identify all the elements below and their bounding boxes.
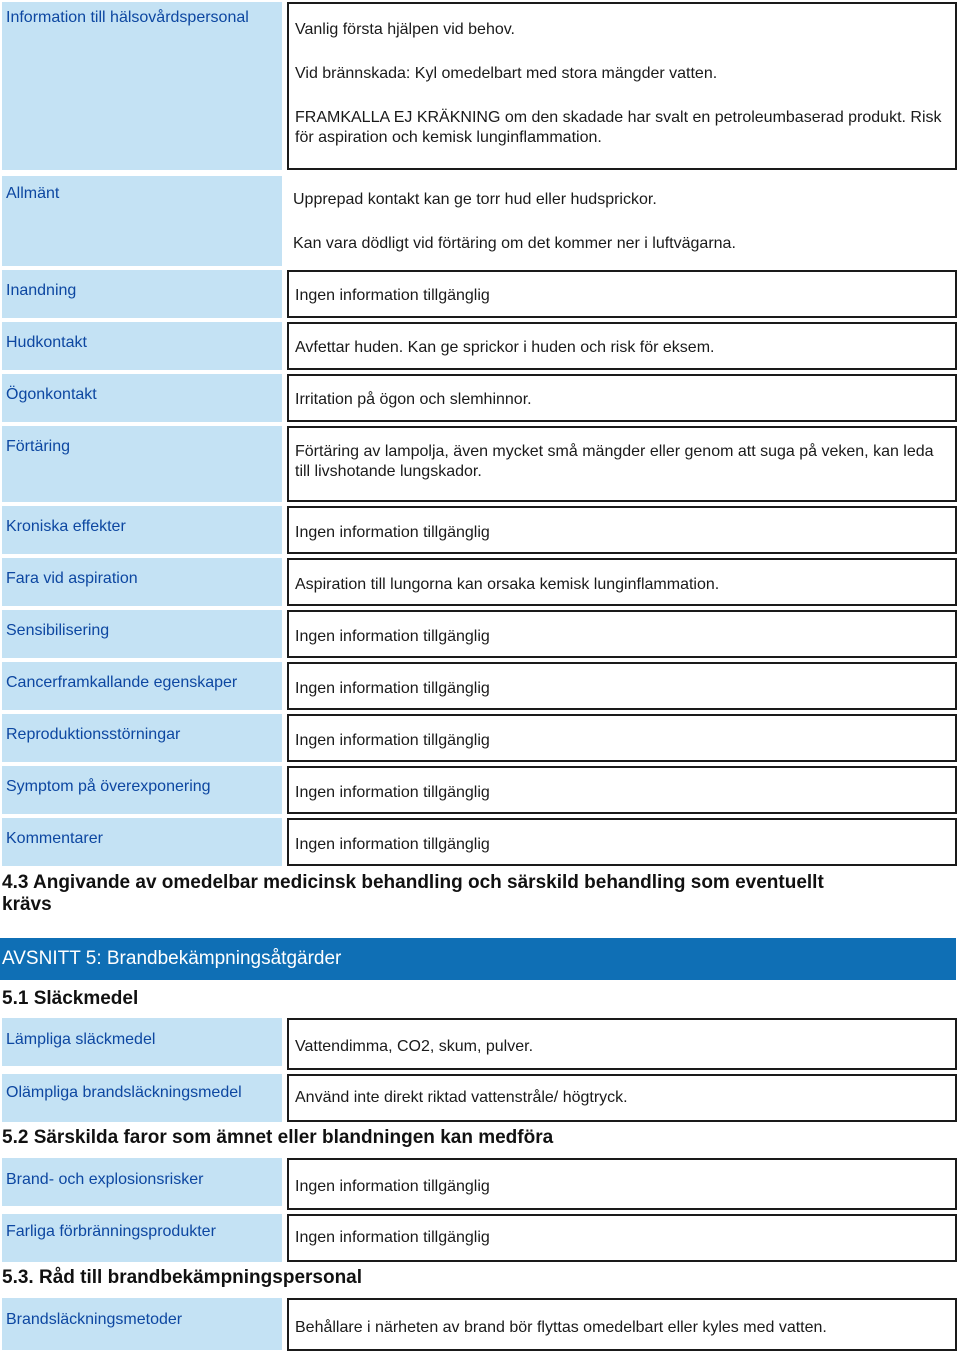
row-label-suitable-extinguishing: Lämpliga släckmedel	[2, 1018, 282, 1066]
row-label-inhalation: Inandning	[2, 270, 282, 318]
heading-5-1: 5.1 Släckmedel	[2, 988, 139, 1009]
row-label-symptoms: Symptom på överexponering	[2, 766, 282, 814]
value-line: Ingen information tillgänglig	[295, 1229, 490, 1246]
row-value-suitable-extinguishing	[287, 1018, 957, 1070]
value-line: Ingen information tillgänglig	[295, 732, 490, 749]
row-label-combustion-products: Farliga förbränningsprodukter	[2, 1214, 282, 1262]
value-line: Vid brännskada: Kyl omedelbart med stora mängder vatten.	[295, 65, 718, 82]
value-line: Ingen information tillgänglig	[295, 1178, 490, 1195]
value-line: Ingen information tillgänglig	[295, 784, 490, 801]
row-label-chronic: Kroniska effekter	[2, 506, 282, 554]
value-line: Upprepad kontakt kan ge torr hud eller hudsprickor.	[293, 191, 657, 208]
value-line: Ingen information tillgänglig	[295, 680, 490, 697]
value-line: Behållare i närheten av brand bör flyttas omedelbart eller kyles med vatten.	[295, 1319, 827, 1336]
row-label-carcinogenic: Cancerframkallande egenskaper	[2, 662, 282, 710]
row-label-health-info: Information till hälsovårdspersonal	[2, 2, 282, 170]
row-value-health-info	[287, 2, 957, 170]
row-label-fire-explosion: Brand- och explosionsrisker	[2, 1158, 282, 1206]
row-value-general	[287, 176, 957, 266]
row-value-chronic	[287, 506, 957, 554]
row-label-skin: Hudkontakt	[2, 322, 282, 370]
row-value-unsuitable-extinguishing	[287, 1074, 957, 1122]
row-label-ingestion: Förtäring	[2, 426, 282, 502]
value-line: Irritation på ögon och slemhinnor.	[295, 391, 532, 408]
row-value-reproductive	[287, 714, 957, 762]
row-label-aspiration: Fara vid aspiration	[2, 558, 282, 606]
value-line: Använd inte direkt riktad vattenstråle/ högtryck.	[295, 1089, 628, 1106]
heading-5-2: 5.2 Särskilda faror som ämnet eller blandningen kan medföra	[2, 1127, 554, 1148]
row-label-unsuitable-extinguishing: Olämpliga brandsläckningsmedel	[2, 1074, 282, 1122]
row-label-eye: Ögonkontakt	[2, 374, 282, 422]
value-line: Vattendimma, CO2, skum, pulver.	[295, 1038, 534, 1055]
heading-4-3: 4.3 Angivande av omedelbar medicinsk behandling och särskild behandling som eventuellt krävs	[2, 872, 824, 915]
value-line: Förtäring av lampolja, även mycket små mängder eller genom att suga på veken, kan leda till livshotande lungskador.	[295, 443, 934, 480]
row-value-skin	[287, 322, 957, 370]
row-value-sensitisation	[287, 610, 957, 658]
heading-5-3: 5.3. Råd till brandbekämpningspersonal	[2, 1267, 363, 1288]
value-line: FRAMKALLA EJ KRÄKNING om den skadade har svalt en petroleumbaserad produkt. Risk för aspiration och kemisk lunginflammation.	[295, 109, 942, 146]
row-value-carcinogenic	[287, 662, 957, 710]
value-line: Ingen information tillgänglig	[295, 524, 490, 541]
value-line: Ingen information tillgänglig	[295, 836, 490, 853]
row-label-comments: Kommentarer	[2, 818, 282, 866]
row-value-ingestion	[287, 426, 957, 502]
row-label-reproductive: Reproduktionsstörningar	[2, 714, 282, 762]
value-line: Kan vara dödligt vid förtäring om det kommer ner i luftvägarna.	[293, 235, 736, 252]
row-value-firefighting-methods	[287, 1298, 957, 1351]
value-line: Ingen information tillgänglig	[295, 287, 490, 304]
row-label-firefighting-methods: Brandsläckningsmetoder	[2, 1298, 282, 1350]
value-line: Ingen information tillgänglig	[295, 628, 490, 645]
row-value-combustion-products	[287, 1214, 957, 1262]
row-value-eye	[287, 374, 957, 422]
value-line: Avfettar huden. Kan ge sprickor i huden och risk för eksem.	[295, 339, 715, 356]
row-value-comments	[287, 818, 957, 866]
value-line: Aspiration till lungorna kan orsaka kemisk lunginflammation.	[295, 576, 720, 593]
row-value-inhalation	[287, 270, 957, 318]
row-label-sensitisation: Sensibilisering	[2, 610, 282, 658]
value-line: Vanlig första hjälpen vid behov.	[295, 21, 515, 38]
section5-title-bar: AVSNITT 5: Brandbekämpningsåtgärder	[0, 938, 956, 980]
row-label-general: Allmänt	[2, 176, 282, 266]
row-value-symptoms	[287, 766, 957, 814]
row-value-aspiration	[287, 558, 957, 606]
row-value-fire-explosion	[287, 1158, 957, 1210]
